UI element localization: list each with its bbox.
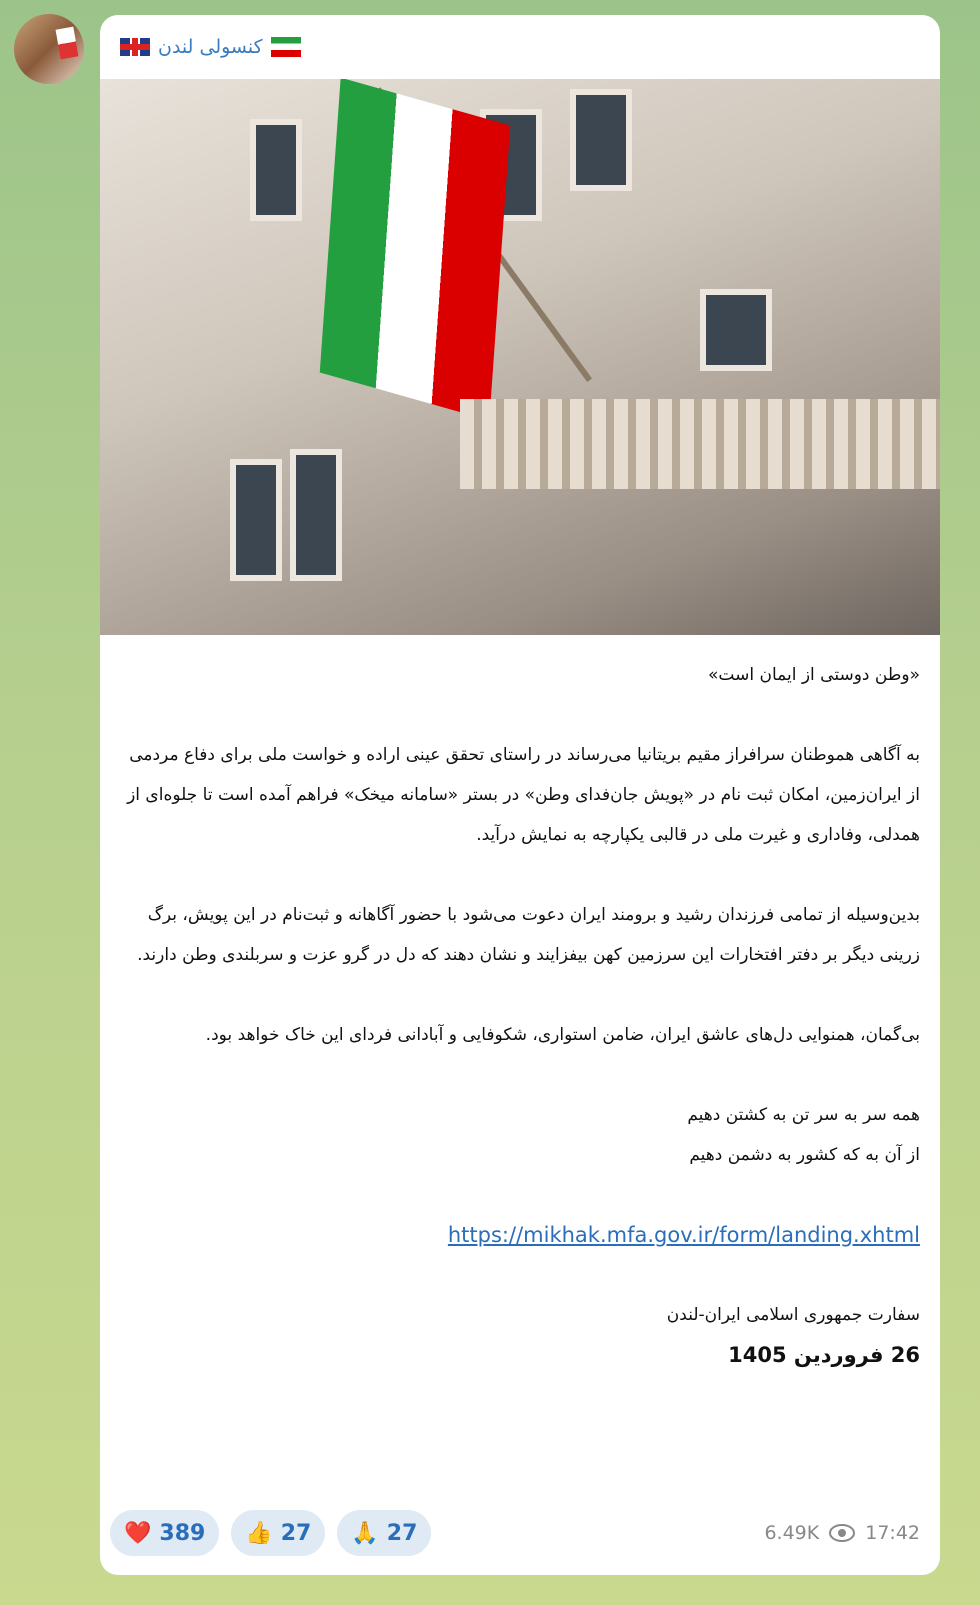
reaction-count: 27 <box>280 1520 312 1546</box>
message-text <box>120 655 920 1377</box>
poem-line: از آن به که کشور به دشمن دهیم <box>689 1145 920 1165</box>
message-date: 26 فروردین 1405 <box>728 1343 920 1367</box>
channel-name[interactable]: کنسولی لندن <box>158 36 263 58</box>
channel-avatar[interactable] <box>14 14 84 84</box>
eye-icon <box>829 1524 855 1542</box>
message-meta <box>764 1522 920 1544</box>
message-footer <box>110 1509 920 1557</box>
window <box>250 119 302 221</box>
message-paragraph: بدین‌وسیله از تمامی فرزندان رشید و برومند ایران دعوت می‌شود با حضور آگاهانه و ثبت‌نام در این پویش، برگ زرینی دیگر بر دفتر افتخارات این سرزمین کهن بیفزایند و نشان دهند که دل در گرو عزت و سربلندی وطن دارند. <box>137 905 920 965</box>
reaction-count: 389 <box>159 1520 206 1546</box>
flag-icon <box>56 27 79 60</box>
reaction-pray[interactable] <box>337 1510 431 1556</box>
registration-link[interactable]: https://mikhak.mfa.gov.ir/form/landing.xhtml <box>447 1223 920 1247</box>
message-time: 17:42 <box>865 1522 920 1544</box>
poem-line: همه سر به سر تن به کشتن دهیم <box>687 1105 920 1125</box>
pray-icon: 🙏 <box>351 1520 379 1546</box>
view-count: 6.49K <box>764 1522 820 1544</box>
reaction-thumbs-up[interactable] <box>231 1510 325 1556</box>
thumbs-up-icon: 👍 <box>245 1520 273 1546</box>
window <box>570 89 632 191</box>
uk-flag-icon <box>120 38 150 56</box>
window <box>230 459 282 581</box>
window <box>290 449 342 581</box>
window <box>700 289 772 371</box>
heart-icon: ❤️ <box>124 1520 152 1546</box>
reaction-count: 27 <box>386 1520 418 1546</box>
iran-flag-icon <box>271 37 301 57</box>
message-paragraph: بی‌گمان، همنوایی دل‌های عاشق ایران، ضامن استواری، شکوفایی و آبادانی فردای این خاک خواهد بود. <box>205 1025 920 1045</box>
message-heading: «وطن دوستی از ایمان است» <box>708 665 920 685</box>
message-paragraph: به آگاهی هموطنان سرافراز مقیم بریتانیا می‌رساند در راستای تحقق عینی اراده و خواست ملی برای دفاع مردمی از ایران‌زمین، امکان ثبت نام در «پویش جان‌فدای وطن» در بستر «سامانه میخک» فراهم آمده است تا جلوه‌ای از همدلی، وفاداری و غیرت ملی در قالبی یکپارچه به نمایش درآید. <box>127 745 920 845</box>
reaction-heart[interactable] <box>110 1510 219 1556</box>
message-photo[interactable] <box>100 79 940 635</box>
iran-flag-image <box>320 79 511 420</box>
signature: سفارت جمهوری اسلامی ایران-لندن <box>666 1305 920 1325</box>
message-bubble <box>100 15 940 1575</box>
balcony <box>460 399 940 489</box>
message-header <box>100 15 940 79</box>
